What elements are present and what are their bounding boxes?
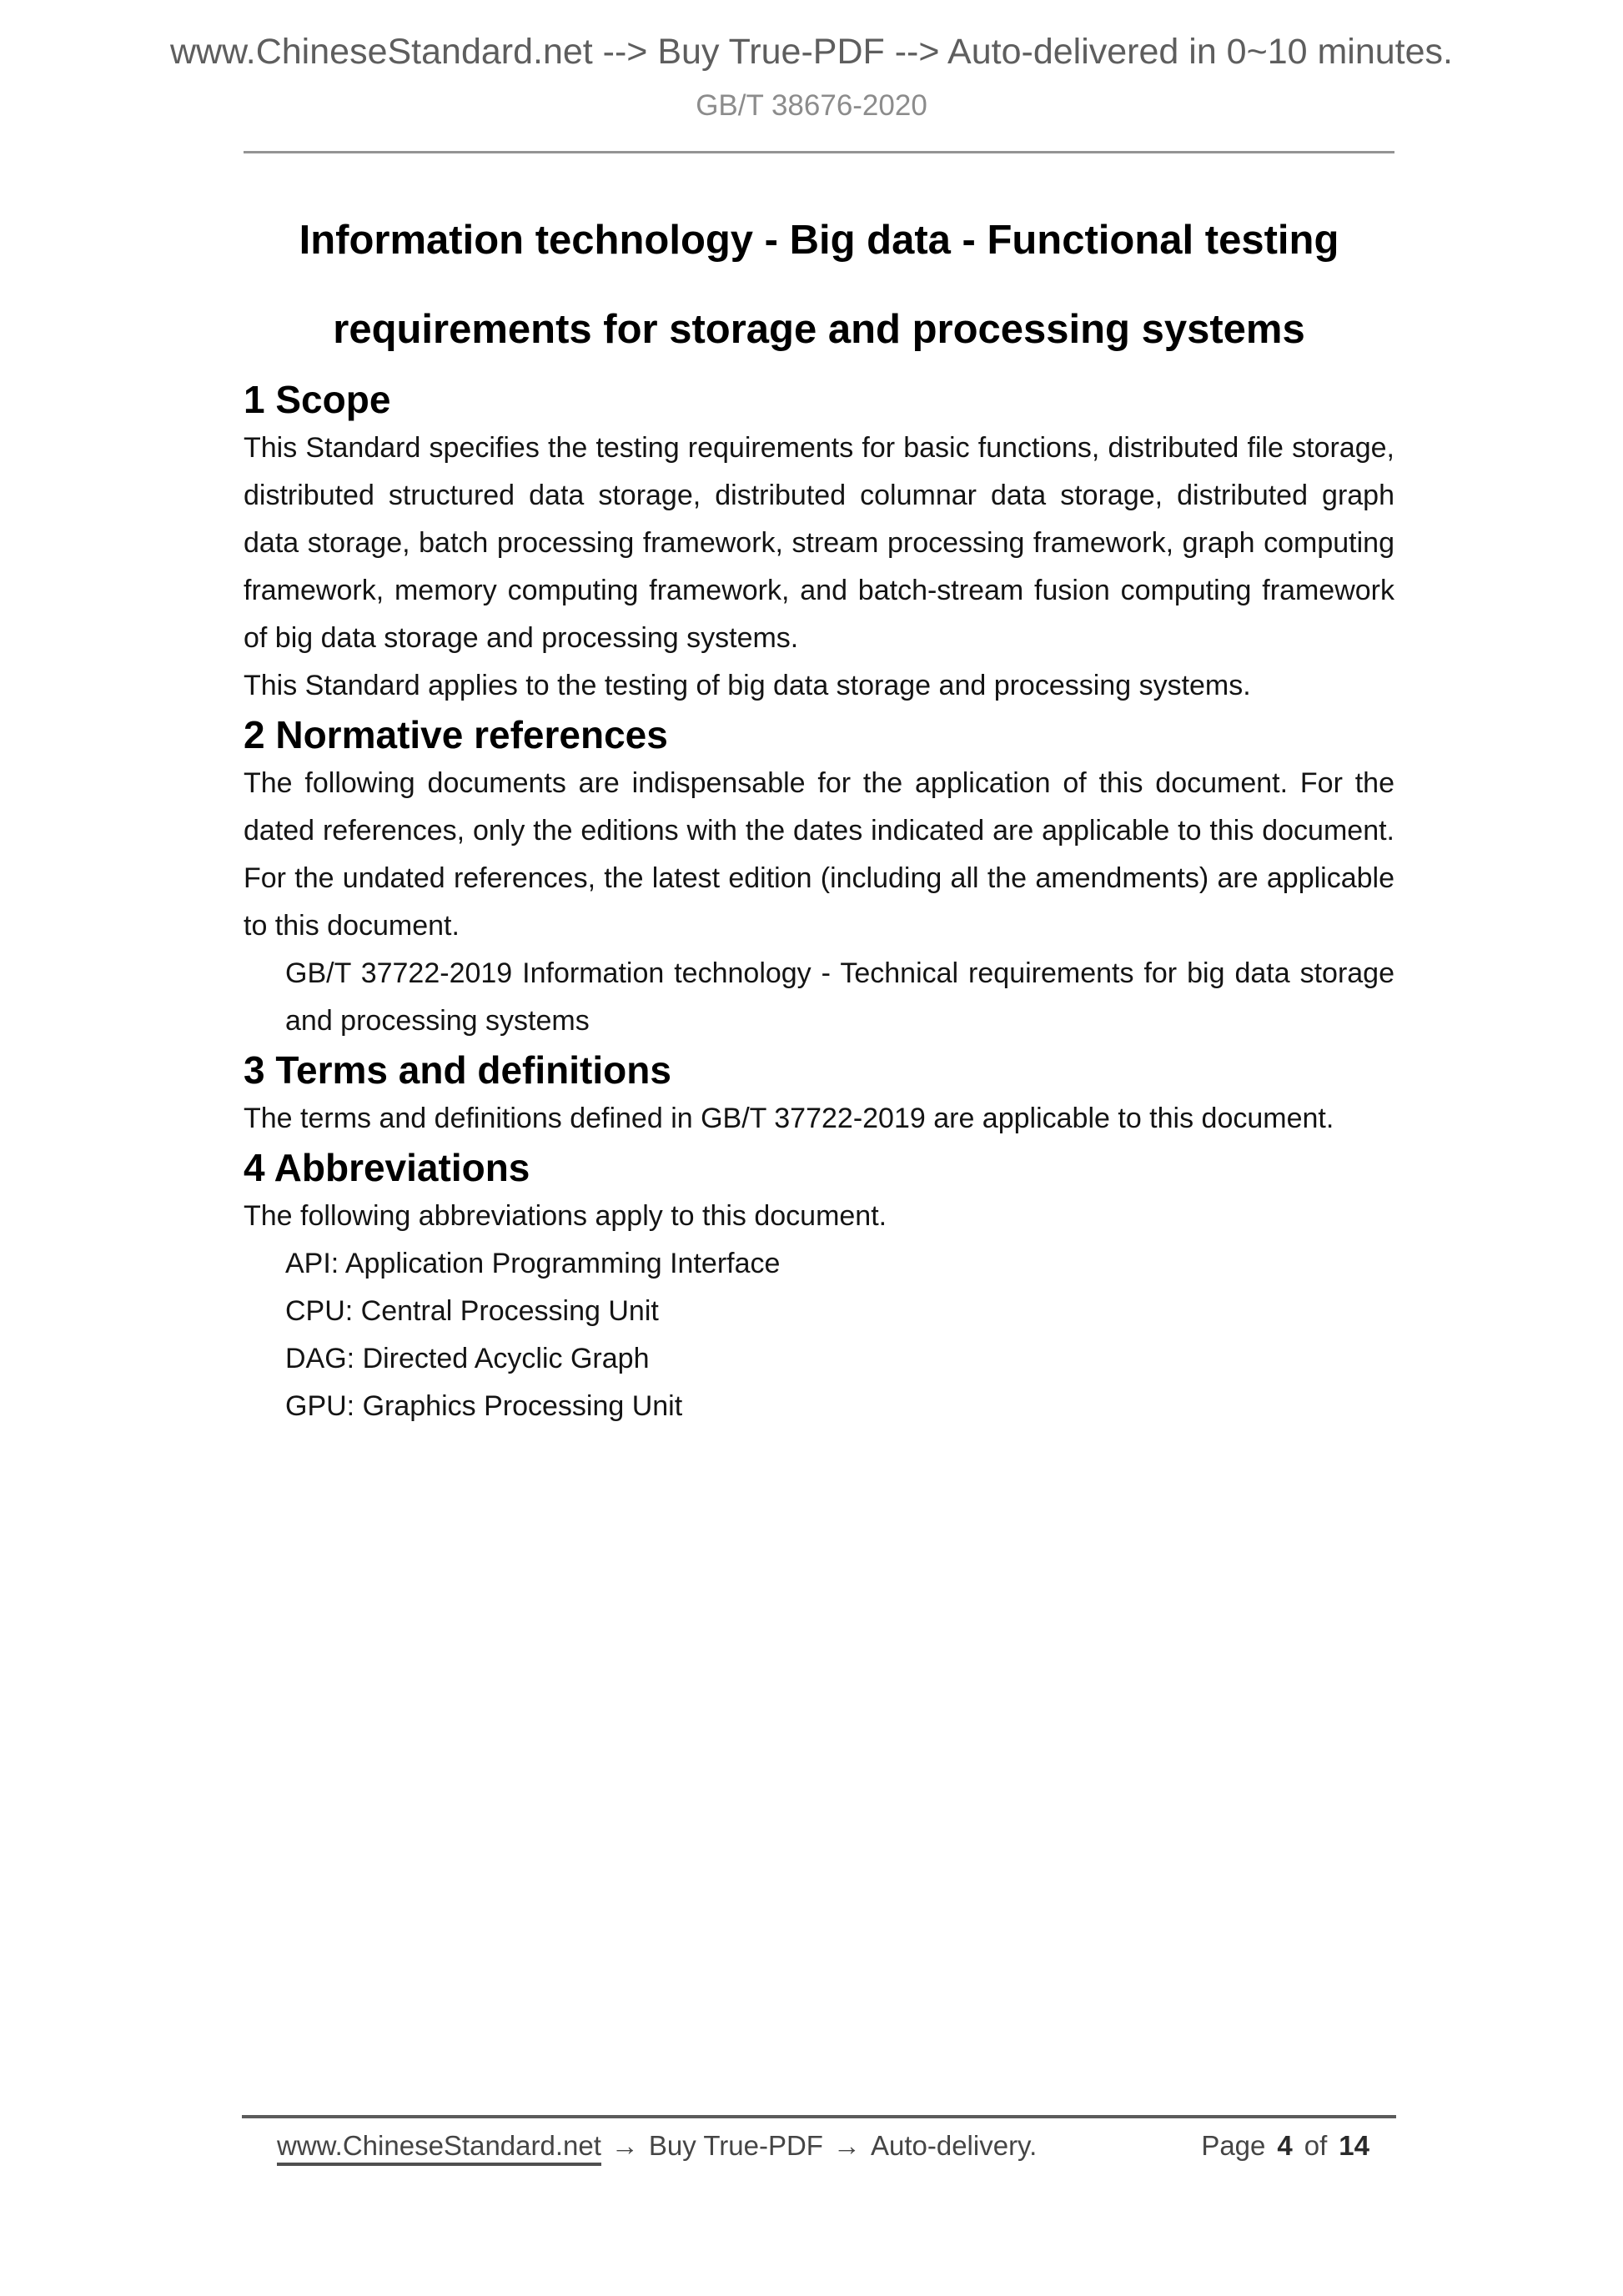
- footer-delivery-text: Auto-delivery.: [870, 2130, 1038, 2161]
- abbreviation-item-api: API: Application Programming Interface: [285, 1248, 781, 1279]
- abbreviations-intro-paragraph: The following abbreviations apply to this document.: [244, 1200, 887, 1232]
- doc-number: GB/T 38676-2020: [696, 89, 927, 122]
- footer-site-link[interactable]: www.ChineseStandard.net: [277, 2130, 601, 2166]
- document-title-line2: requirements for storage and processing systems: [333, 307, 1305, 352]
- section-heading-abbreviations: 4 Abbreviations: [244, 1146, 530, 1189]
- footer-left-group: [277, 2125, 1037, 2167]
- abbreviation-item-gpu: GPU: Graphics Processing Unit: [285, 1390, 683, 1422]
- document-title-line1: Information technology - Big data - Functional testing: [299, 218, 1339, 263]
- abbreviation-item-cpu: CPU: Central Processing Unit: [285, 1295, 659, 1327]
- right-arrow-icon: →: [832, 2130, 861, 2161]
- page-label: Page: [1201, 2130, 1266, 2161]
- abbreviation-item-dag: DAG: Directed Acyclic Graph: [285, 1343, 650, 1374]
- footer-buy-text: Buy True-PDF: [648, 2130, 823, 2161]
- of-label: of: [1304, 2130, 1328, 2161]
- scope-paragraph-1: This Standard specifies the testing requirements for basic functions, distributed file storage, distributed structured data storage, distributed columnar data storage, distributed graph data storage, batch processing framework, stream processing framework, graph computing framework, memory computing framework, and batch-stream fusion computing framework of big data storage and processing systems.: [244, 432, 1394, 654]
- header-banner: www.ChineseStandard.net --> Buy True-PDF --> Auto-delivered in 0~10 minutes.: [169, 32, 1453, 72]
- normative-reference-item: GB/T 37722-2019 Information technology - Technical requirements for big data storage and processing systems: [285, 957, 1394, 1037]
- section-heading-scope: 1 Scope: [244, 378, 391, 421]
- terms-definitions-paragraph: The terms and definitions defined in GB/T 37722-2019 are applicable to this document.: [244, 1103, 1334, 1134]
- page-indicator: [1201, 2125, 1369, 2167]
- section-heading-terms-definitions: 3 Terms and definitions: [244, 1048, 671, 1092]
- normative-references-paragraph: The following documents are indispensable for the application of this document. For the dated references, only the editions with the dates indicated are applicable to this document. For the undated references, the latest edition (including all the amendments) are applicable to this document.: [244, 767, 1394, 942]
- page-footer: [244, 2125, 1394, 2167]
- document-title: [244, 196, 1394, 374]
- section-heading-normative-references: 2 Normative references: [244, 713, 668, 756]
- footer-rule: [242, 2115, 1396, 2118]
- document-body: [244, 153, 1394, 1430]
- right-arrow-icon: →: [611, 2130, 639, 2161]
- scope-paragraph-2: This Standard applies to the testing of big data storage and processing systems.: [244, 670, 1251, 701]
- page-number-current: 4: [1277, 2130, 1293, 2161]
- page-number-total: 14: [1339, 2130, 1369, 2161]
